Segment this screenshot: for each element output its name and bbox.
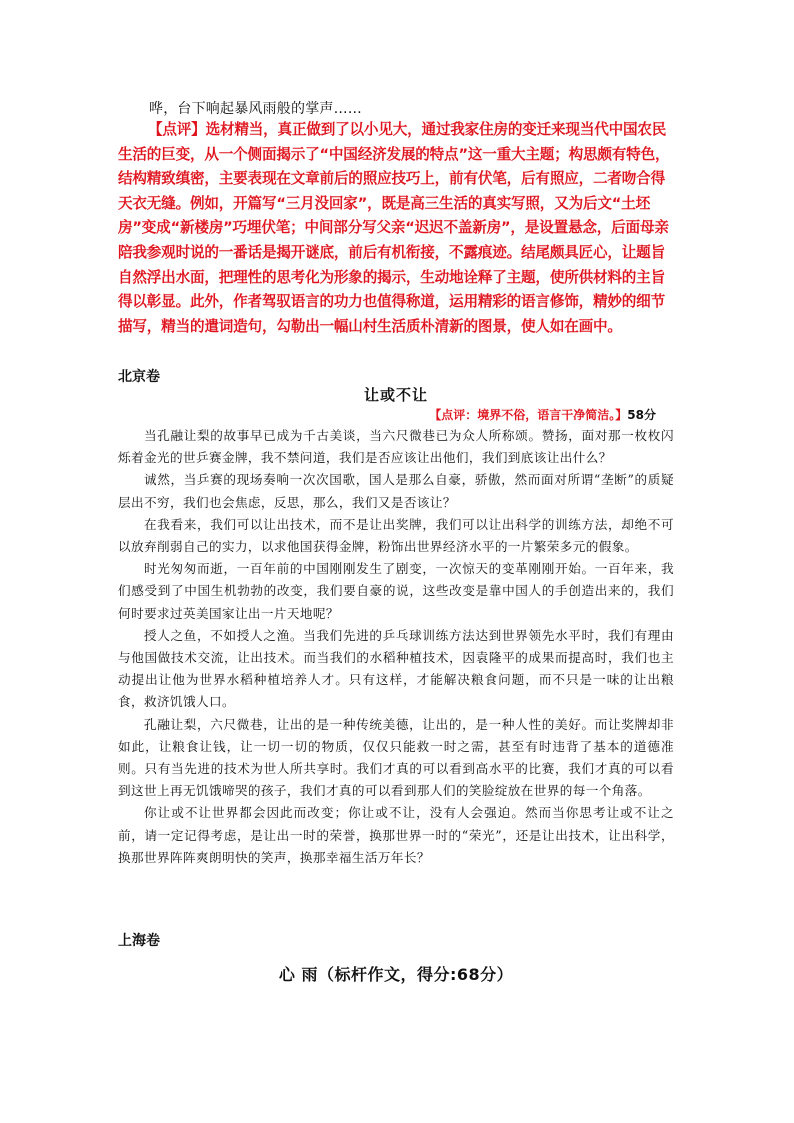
essay-title: 让或不让: [363, 386, 428, 404]
essay-paragraph: 授人之鱼，不如授人之渔。当我们先进的乒乓球训练方法达到世界领先水平时，我们有理由与他国做技术交流，让出技术。而当我们的水稻种植技术，因袁隆平的成果而提高时，我们也主动提出让他为世界水稻种植培养人才。只有这样，才能解决粮食问题，而不只是一味的让出粮食，救济饥饿人口。: [118, 627, 674, 710]
comment-label: 【点评】: [148, 121, 206, 138]
essay-paragraph: 时光匆匆而逝，一百年前的中国刚刚发生了剧变，一次惊天的变革刚刚开始。一百年来，我们感受到了中国生机勃勃的改变，我们要自豪的说，这些改变是靠中国人的手创造出来的，我们何时要求过英美国家让出一片天地呢？: [118, 561, 674, 621]
essay2-title: 心 雨（标杆作文，得分:68分）: [278, 965, 514, 984]
comment-text: 选材精当，真正做到了以小见大，通过我家住房的变迁来现当代中国农民生活的巨变，从一个侧面揭示了“中国经济发展的特点”这一重大主题；构思颇有特色，结构精致缜密，主要表现在文章前后的照应技巧上，前有伏笔，后有照应，二者吻合得天衣无缝。例如，开篇写“三月没回家”，既是高三生活的真实写照，又为后文“土坯房”变成“新楼房”巧埋伏笔；中间部分写父亲“迟迟不盖新房”，是设置悬念，后面母亲陪我参观时说的一番话是揭开谜底，前后有机衔接，不露痕迹。结尾颇具匠心，让题旨自然浮出水面，把理性的思考化为形象的揭示，生动地诠释了主题，使所供材料的主旨得以彰显。此外，作者驾驭语言的功力也值得称道，运用精彩的语言修饰，精妙的细节描写，精当的遣词造句，勾勒出一幅山村生活质朴清新的图景，使人如在画中。: [118, 121, 670, 335]
essay-comment-text: 【点评：境界不俗，语言干净简洁。】: [429, 408, 628, 422]
section-label-shanghai: 上海卷: [118, 933, 160, 949]
essay-body: [118, 425, 674, 869]
essay-paragraph: 诚然，当乒赛的现场奏响一次次国歌，国人是那么自豪，骄傲，然而面对所谓“垄断”的质疑层出不穷，我们也会焦虑，反思，那么，我们又是否该让？: [118, 472, 674, 510]
section-label-beijing: 北京卷: [118, 369, 160, 385]
comment-block: [118, 118, 674, 339]
essay-score: 58分: [627, 408, 656, 422]
essay-comment: [429, 406, 656, 423]
essay-paragraph: 孔融让梨，六尺微巷，让出的是一种传统美德，让出的，是一种人性的美好。而让奖牌却非如此，让粮食让钱，让一切一切的物质，仅仅只能救一时之需，甚至有时违背了基本的道德准则。只有当先进的技术为世人所共享时。我们才真的可以看到高水平的比赛，我们才真的可以看到这世上再无饥饿啼哭的孩子，我们才真的可以看到那人们的笑脸绽放在世界的每一个角落。: [118, 716, 674, 799]
essay-paragraph: 当孔融让梨的故事早已成为千古美谈，当六尺微巷已为众人所称颂。赞扬，面对那一枚枚闪烁着金光的世乒赛金牌，我不禁问道，我们是否应该让出他们，我们到底该让出什么？: [118, 428, 674, 466]
closing-line: 哗，台下响起暴风雨般的掌声……: [149, 101, 362, 117]
essay-paragraph: 在我看来，我们可以让出技术，而不是让出奖牌，我们可以让出科学的训练方法，却绝不可以放弃削弱自己的实力，以求他国获得金牌，粉饰出世界经济水平的一片繁荣多元的假象。: [118, 516, 674, 555]
essay-paragraph: 你让或不让世界都会因此而改变；你让或不让，没有人会强迫。然而当你思考让或不让之前，请一定记得考虑，是让出一时的荣誉，换那世界一时的“荣光”，还是让出技术，让出科学，换那世界阵阵爽朗明快的笑声，换那幸福生活万年长？: [118, 805, 674, 865]
